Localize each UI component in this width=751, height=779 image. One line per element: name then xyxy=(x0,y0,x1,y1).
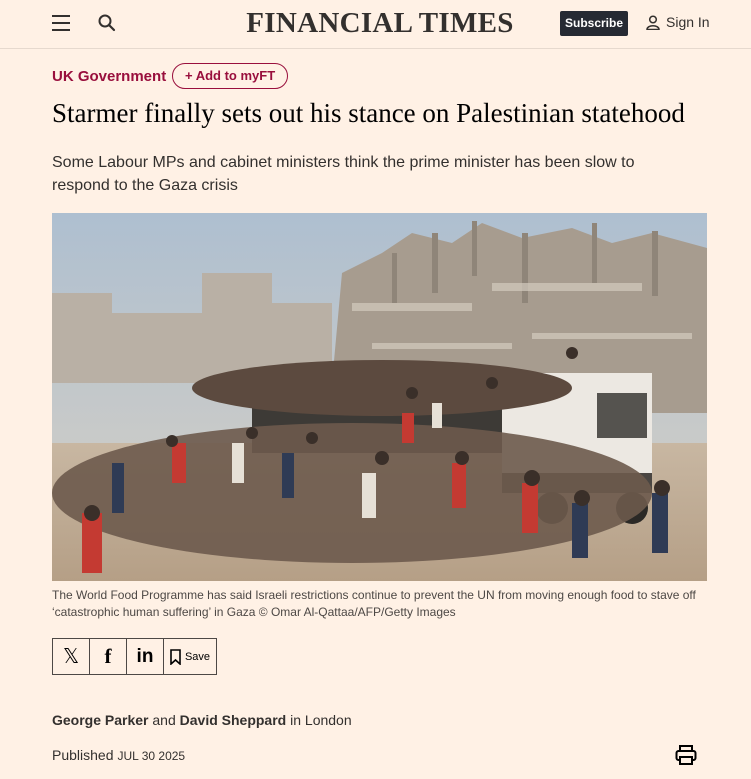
user-icon xyxy=(646,15,660,30)
share-linkedin-button[interactable] xyxy=(127,639,164,674)
byline xyxy=(52,712,352,728)
linkedin-icon: in xyxy=(136,645,154,667)
search-icon[interactable] xyxy=(97,13,117,33)
article-headline: Starmer finally sets out his stance on Palestinian statehood xyxy=(52,98,685,128)
save-button[interactable] xyxy=(164,639,216,674)
published-date-value: JUL 30 2025 xyxy=(117,749,186,763)
subscribe-button[interactable]: Subscribe xyxy=(560,11,628,36)
byline-location: in London xyxy=(290,712,352,728)
hamburger-icon[interactable] xyxy=(52,15,70,31)
article-standfirst: Some Labour MPs and cabinet ministers think the prime minister has been slow to respond to the Gaza crisis xyxy=(52,154,635,194)
sign-in-label: Sign In xyxy=(666,14,710,30)
bookmark-icon xyxy=(170,649,181,665)
byline-and: and xyxy=(152,712,176,728)
facebook-icon: f xyxy=(104,644,112,668)
article-main-image xyxy=(52,213,707,581)
sign-in-link[interactable] xyxy=(646,14,710,34)
author-link[interactable]: George Parker xyxy=(52,712,149,728)
share-x-button[interactable] xyxy=(53,639,90,674)
site-header xyxy=(0,0,751,49)
published-label: Published xyxy=(52,747,114,763)
share-facebook-button[interactable] xyxy=(90,639,127,674)
image-caption: The World Food Programme has said Israeli restrictions continue to prevent the UN from moving enough food to stave off ‘catastrophic human suffering’ in Gaza © Omar Al-Qattaa/AFP/Getty Images xyxy=(52,588,696,619)
save-label: Save xyxy=(184,650,211,663)
ft-logo[interactable]: FINANCIAL TIMES xyxy=(246,7,514,39)
x-icon: 𝕏 xyxy=(62,646,80,668)
print-icon[interactable] xyxy=(675,744,697,766)
share-toolbar xyxy=(52,638,217,675)
published-date xyxy=(52,747,185,763)
add-to-myft-button[interactable]: + Add to myFT xyxy=(172,63,288,89)
topic-link[interactable]: UK Government xyxy=(52,68,167,85)
author-link[interactable]: David Sheppard xyxy=(179,712,287,728)
